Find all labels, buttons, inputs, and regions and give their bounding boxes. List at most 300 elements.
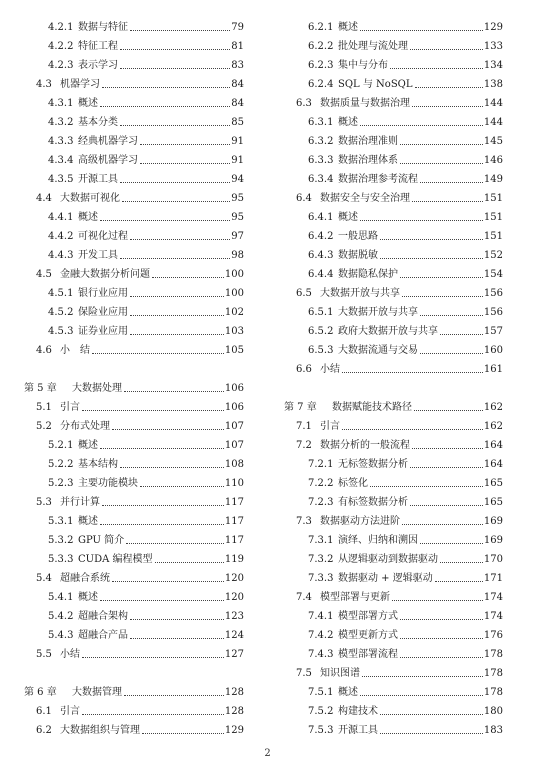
entry-number: 4.3.3 (48, 136, 74, 147)
dot-leader (100, 524, 224, 525)
entry-page-number: 106 (224, 402, 244, 413)
entry-number: 6.3.2 (308, 136, 334, 147)
entry-title: 大数据管理 (72, 687, 122, 698)
dot-leader (82, 657, 224, 658)
entry-page-number: 124 (224, 630, 244, 641)
entry-page-number: 170 (483, 554, 503, 565)
entry-number: 5.4.2 (48, 611, 74, 622)
entry-number: 4.4 (36, 193, 52, 204)
entry-number: 5.2.2 (48, 459, 74, 470)
entry-title: 数据治理体系 (338, 155, 398, 166)
entry-title: 概述 (78, 212, 98, 223)
toc-left-column (24, 15, 244, 737)
entry-page-number: 157 (483, 326, 503, 337)
toc-subsection-entry[interactable] (24, 281, 244, 300)
entry-title: 大数据开放与共享 (320, 288, 400, 299)
dot-leader (420, 182, 483, 183)
dot-leader (100, 448, 224, 449)
toc-subsection-entry[interactable] (24, 319, 244, 338)
entry-title: 数据与特征 (78, 22, 128, 33)
dot-leader (380, 733, 483, 734)
entry-page-number: 85 (231, 117, 244, 128)
entry-page-number: 174 (483, 592, 503, 603)
toc-subsection-entry[interactable] (24, 452, 244, 471)
toc-section-entry[interactable] (284, 91, 503, 110)
entry-number: 5.3 (36, 497, 52, 508)
toc-subsection-entry[interactable] (284, 319, 503, 338)
entry-page-number: 134 (483, 60, 503, 71)
dot-leader (124, 391, 224, 392)
entry-number: 5.3.2 (48, 535, 74, 546)
entry-number: 4.4.2 (48, 231, 74, 242)
entry-page-number: 100 (224, 269, 244, 280)
dot-leader (130, 296, 224, 297)
toc-subsection-entry[interactable] (284, 566, 503, 585)
toc-section-entry[interactable] (284, 661, 503, 680)
entry-number: 6.2.1 (308, 22, 334, 33)
toc-subsection-entry[interactable] (284, 338, 503, 357)
entry-number: 6.2.2 (308, 41, 334, 52)
dot-leader (412, 448, 483, 449)
entry-page-number: 117 (224, 497, 244, 508)
toc-section-entry[interactable] (24, 414, 244, 433)
entry-number: 5.4.3 (48, 630, 74, 641)
toc-subsection-entry[interactable] (284, 205, 503, 224)
entry-number: 5.3.3 (48, 554, 74, 565)
dot-leader (414, 410, 483, 411)
toc-subsection-entry[interactable] (284, 15, 503, 34)
dot-leader (100, 106, 230, 107)
dot-leader (410, 467, 483, 468)
entry-title: 机器学习 (60, 79, 100, 90)
entry-number: 5.4.1 (48, 592, 74, 603)
toc-subsection-entry[interactable] (284, 262, 503, 281)
entry-number: 7.2.3 (308, 497, 334, 508)
entry-number: 第 6 章 (24, 687, 57, 698)
entry-page-number: 146 (483, 155, 503, 166)
toc-subsection-entry[interactable] (284, 680, 503, 699)
entry-title: SQL 与 NoSQL (338, 79, 413, 90)
dot-leader (420, 543, 483, 544)
entry-number: 5.5 (36, 649, 52, 660)
dot-leader (82, 410, 224, 411)
section-gap (24, 661, 244, 680)
dot-leader (400, 144, 483, 145)
entry-title: 模型更新方式 (338, 630, 398, 641)
entry-title: 数据治理参考流程 (338, 174, 418, 185)
dot-leader (140, 163, 230, 164)
entry-number: 7.2 (296, 440, 312, 451)
toc-subsection-entry[interactable] (284, 53, 503, 72)
entry-title: 构建技术 (338, 706, 378, 717)
entry-title: 并行计算 (60, 497, 100, 508)
dot-leader (390, 68, 483, 69)
toc-subsection-entry[interactable] (24, 34, 244, 53)
toc-subsection-entry[interactable] (24, 224, 244, 243)
entry-title: 开源工具 (78, 174, 118, 185)
toc-section-entry[interactable] (284, 186, 503, 205)
dot-leader (124, 695, 224, 696)
dot-leader (130, 334, 224, 335)
toc-subsection-entry[interactable] (24, 300, 244, 319)
entry-title: 数据驱动 + 逻辑驱动 (338, 573, 433, 584)
section-gap (24, 357, 244, 376)
dot-leader (435, 581, 483, 582)
toc-subsection-entry[interactable] (284, 547, 503, 566)
dot-leader (126, 543, 224, 544)
toc-subsection-entry[interactable] (284, 34, 503, 53)
entry-title: 大数据开放与共享 (338, 307, 418, 318)
entry-title: 特征工程 (78, 41, 118, 52)
toc-subsection-entry[interactable] (24, 110, 244, 129)
entry-page-number: 105 (224, 345, 244, 356)
entry-number: 7.5.2 (308, 706, 334, 717)
entry-number: 6.5.1 (308, 307, 334, 318)
entry-page-number: 164 (483, 440, 503, 451)
entry-page-number: 151 (483, 193, 503, 204)
entry-page-number: 162 (483, 402, 503, 413)
entry-number: 5.2 (36, 421, 52, 432)
dot-leader (102, 87, 230, 88)
toc-subsection-entry[interactable] (284, 243, 503, 262)
entry-number: 第 5 章 (24, 383, 57, 394)
entry-page-number: 129 (224, 725, 244, 736)
toc-subsection-entry[interactable] (24, 53, 244, 72)
toc-subsection-entry[interactable] (284, 490, 503, 509)
entry-number: 4.6 (36, 345, 52, 356)
entry-page-number: 106 (224, 383, 244, 394)
entry-page-number: 81 (231, 41, 244, 52)
entry-title: 银行业应用 (78, 288, 128, 299)
toc-subsection-entry[interactable] (284, 718, 503, 737)
entry-number: 7.5.3 (308, 725, 334, 736)
dot-leader (120, 182, 230, 183)
entry-page-number: 103 (224, 326, 244, 337)
toc-subsection-entry[interactable] (24, 15, 244, 34)
dot-leader (122, 201, 230, 202)
toc-chapter-entry[interactable] (24, 376, 244, 395)
entry-page-number: 174 (483, 611, 503, 622)
toc-subsection-entry[interactable] (24, 243, 244, 262)
toc-subsection-entry[interactable] (284, 528, 503, 547)
toc-section-entry[interactable] (24, 186, 244, 205)
toc-chapter-entry[interactable] (24, 680, 244, 699)
dot-leader (360, 695, 483, 696)
dot-leader (112, 581, 224, 582)
entry-page-number: 100 (224, 288, 244, 299)
entry-title: 知识图谱 (320, 668, 360, 679)
entry-page-number: 149 (483, 174, 503, 185)
entry-title: 大数据组织与管理 (60, 725, 140, 736)
entry-title: 超融合系统 (60, 573, 110, 584)
entry-title: 概述 (78, 440, 98, 451)
entry-title: 大数据可视化 (60, 193, 120, 204)
entry-number: 6.3 (296, 98, 312, 109)
toc-subsection-entry[interactable] (284, 471, 503, 490)
dot-leader (400, 638, 483, 639)
entry-number: 7.3.3 (308, 573, 334, 584)
entry-page-number: 102 (224, 307, 244, 318)
dot-leader (440, 334, 483, 335)
dot-leader (92, 353, 224, 354)
dot-leader (142, 733, 224, 734)
dot-leader (140, 486, 224, 487)
entry-title: 超融合架构 (78, 611, 128, 622)
entry-title: 小结 (320, 364, 340, 375)
toc-subsection-entry[interactable] (284, 300, 503, 319)
dot-leader (410, 505, 483, 506)
toc-section-entry[interactable] (24, 566, 244, 585)
entry-number: 4.4.3 (48, 250, 74, 261)
entry-title: 概述 (338, 117, 358, 128)
entry-page-number: 138 (483, 79, 503, 90)
entry-title: 批处理与流处理 (338, 41, 408, 52)
toc-subsection-entry[interactable] (284, 110, 503, 129)
entry-number: 7.5 (296, 668, 312, 679)
dot-leader (100, 220, 230, 221)
entry-title: 标签化 (338, 478, 368, 489)
toc-section-entry[interactable] (24, 490, 244, 509)
toc-subsection-entry[interactable] (24, 129, 244, 148)
entry-title: 表示学习 (78, 60, 118, 71)
entry-title: 概述 (78, 516, 98, 527)
entry-page-number: 120 (224, 592, 244, 603)
entry-number: 5.3.1 (48, 516, 74, 527)
entry-number: 4.3.2 (48, 117, 74, 128)
toc-subsection-entry[interactable] (24, 471, 244, 490)
toc-subsection-entry[interactable] (284, 129, 503, 148)
entry-page-number: 151 (483, 212, 503, 223)
dot-leader (360, 220, 483, 221)
entry-title: 引言 (320, 421, 340, 432)
entry-page-number: 128 (224, 706, 244, 717)
toc-right-column (284, 15, 503, 737)
dot-leader (130, 619, 224, 620)
dot-leader (400, 657, 483, 658)
toc-section-entry[interactable] (284, 509, 503, 528)
entry-number: 4.5.2 (48, 307, 74, 318)
toc-subsection-entry[interactable] (24, 433, 244, 452)
entry-page-number: 107 (224, 421, 244, 432)
entry-page-number: 110 (224, 478, 244, 489)
toc-section-entry[interactable] (284, 585, 503, 604)
entry-page-number: 156 (483, 288, 503, 299)
dot-leader (380, 239, 483, 240)
toc-subsection-entry[interactable] (24, 509, 244, 528)
entry-page-number: 133 (483, 41, 503, 52)
entry-page-number: 178 (483, 687, 503, 698)
entry-number: 7.2.2 (308, 478, 334, 489)
toc-section-entry[interactable] (24, 338, 244, 357)
toc-section-entry[interactable] (284, 433, 503, 452)
entry-title: 从逻辑驱动到数据驱动 (338, 554, 438, 565)
entry-title: 概述 (78, 98, 98, 109)
entry-title: 概述 (338, 22, 358, 33)
toc-section-entry[interactable] (24, 395, 244, 414)
entry-title: 小结 (60, 649, 80, 660)
entry-page-number: 79 (231, 22, 244, 33)
entry-title: 数据分析的一般流程 (320, 440, 410, 451)
toc-section-entry[interactable] (24, 699, 244, 718)
entry-number: 6.2 (36, 725, 52, 736)
toc-section-entry[interactable] (284, 357, 503, 376)
entry-number: 7.1 (296, 421, 312, 432)
toc-subsection-entry[interactable] (284, 167, 503, 186)
toc-section-entry[interactable] (24, 718, 244, 737)
toc-subsection-entry[interactable] (24, 547, 244, 566)
entry-title: 集中与分布 (338, 60, 388, 71)
toc-subsection-entry[interactable] (284, 148, 503, 167)
entry-title: 数据驱动方法进阶 (320, 516, 400, 527)
entry-title: 概述 (338, 212, 358, 223)
entry-page-number: 84 (231, 98, 244, 109)
dot-leader (152, 277, 224, 278)
toc-subsection-entry[interactable] (24, 205, 244, 224)
entry-page-number: 156 (483, 307, 503, 318)
dot-leader (410, 49, 483, 50)
entry-number: 6.3.4 (308, 174, 334, 185)
entry-number: 4.2.1 (48, 22, 74, 33)
toc-subsection-entry[interactable] (24, 91, 244, 110)
entry-page-number: 98 (231, 250, 244, 261)
entry-number: 6.2.4 (308, 79, 334, 90)
entry-title: 演绎、归纳和溯因 (338, 535, 418, 546)
toc-section-entry[interactable] (24, 72, 244, 91)
entry-page-number: 162 (483, 421, 503, 432)
entry-number: 5.1 (36, 402, 52, 413)
dot-leader (412, 201, 483, 202)
entry-number: 7.2.1 (308, 459, 334, 470)
entry-page-number: 164 (483, 459, 503, 470)
entry-title: 超融合产品 (78, 630, 128, 641)
entry-page-number: 165 (483, 497, 503, 508)
toc-subsection-entry[interactable] (284, 604, 503, 623)
dot-leader (82, 714, 224, 715)
entry-page-number: 161 (483, 364, 503, 375)
toc-subsection-entry[interactable] (284, 452, 503, 471)
dot-leader (100, 600, 224, 601)
entry-number: 6.4.1 (308, 212, 334, 223)
toc-subsection-entry[interactable] (24, 604, 244, 623)
toc-section-entry[interactable] (24, 642, 244, 661)
entry-title: 模型部署流程 (338, 649, 398, 660)
entry-title: 经典机器学习 (78, 136, 138, 147)
dot-leader (120, 125, 230, 126)
entry-page-number: 178 (483, 649, 503, 660)
dot-leader (402, 524, 483, 525)
dot-leader (415, 87, 483, 88)
dot-leader (380, 714, 483, 715)
entry-title: 分布式处理 (60, 421, 110, 432)
entry-number: 4.3.5 (48, 174, 74, 185)
toc-subsection-entry[interactable] (284, 72, 503, 91)
entry-title: 基本结构 (78, 459, 118, 470)
entry-number: 6.4.4 (308, 269, 334, 280)
entry-page-number: 151 (483, 231, 503, 242)
entry-page-number: 120 (224, 573, 244, 584)
dot-leader (392, 600, 483, 601)
entry-title: 数据质量与数据治理 (320, 98, 410, 109)
entry-title: 模型部署与更新 (320, 592, 390, 603)
toc-section-entry[interactable] (284, 281, 503, 300)
dot-leader (360, 125, 483, 126)
entry-page-number: 165 (483, 478, 503, 489)
entry-number: 4.3.1 (48, 98, 74, 109)
dot-leader (380, 258, 483, 259)
entry-page-number: 108 (224, 459, 244, 470)
dot-leader (155, 562, 224, 563)
toc-subsection-entry[interactable] (284, 699, 503, 718)
dot-leader (400, 277, 483, 278)
entry-number: 6.3.1 (308, 117, 334, 128)
entry-title: 保险业应用 (78, 307, 128, 318)
entry-title: 可视化过程 (78, 231, 128, 242)
entry-page-number: 129 (483, 22, 503, 33)
dot-leader (370, 486, 483, 487)
entry-page-number: 178 (483, 668, 503, 679)
entry-number: 6.5.3 (308, 345, 334, 356)
dot-leader (420, 315, 483, 316)
dot-leader (130, 315, 224, 316)
toc-subsection-entry[interactable] (284, 224, 503, 243)
entry-page-number: 128 (224, 687, 244, 698)
toc-subsection-entry[interactable] (24, 623, 244, 642)
entry-number: 6.4.3 (308, 250, 334, 261)
toc-subsection-entry[interactable] (24, 148, 244, 167)
entry-page-number: 84 (231, 79, 244, 90)
entry-page-number: 119 (224, 554, 244, 565)
toc-subsection-entry[interactable] (284, 623, 503, 642)
dot-leader (342, 429, 483, 430)
dot-leader (130, 30, 230, 31)
entry-title: 开源工具 (338, 725, 378, 736)
dot-leader (400, 163, 483, 164)
entry-number: 7.5.1 (308, 687, 334, 698)
toc-section-entry[interactable] (284, 414, 503, 433)
entry-page-number: 91 (231, 155, 244, 166)
entry-page-number: 176 (483, 630, 503, 641)
entry-number: 6.2.3 (308, 60, 334, 71)
toc-subsection-entry[interactable] (24, 585, 244, 604)
entry-title: GPU 简介 (78, 535, 125, 546)
dot-leader (360, 30, 483, 31)
entry-number: 4.2.3 (48, 60, 74, 71)
entry-page-number: 171 (483, 573, 503, 584)
entry-title: 概述 (338, 687, 358, 698)
entry-number: 7.4.1 (308, 611, 334, 622)
dot-leader (140, 144, 230, 145)
entry-page-number: 117 (224, 516, 244, 527)
toc-chapter-entry[interactable] (284, 395, 503, 414)
entry-title: 主要功能模块 (78, 478, 138, 489)
toc-subsection-entry[interactable] (24, 167, 244, 186)
entry-title: 数据赋能技术路径 (332, 402, 412, 413)
entry-title: 数据治理准则 (338, 136, 398, 147)
toc-subsection-entry[interactable] (24, 528, 244, 547)
dot-leader (342, 372, 483, 373)
entry-title: 概述 (78, 592, 98, 603)
toc-section-entry[interactable] (24, 262, 244, 281)
entry-page-number: 95 (231, 193, 244, 204)
entry-number: 6.5.2 (308, 326, 334, 337)
page-number: 2 (264, 748, 271, 759)
entry-page-number: 127 (224, 649, 244, 660)
dot-leader (420, 353, 483, 354)
dot-leader (130, 239, 230, 240)
entry-number: 6.4 (296, 193, 312, 204)
entry-number: 5.2.3 (48, 478, 74, 489)
toc-subsection-entry[interactable] (284, 642, 503, 661)
